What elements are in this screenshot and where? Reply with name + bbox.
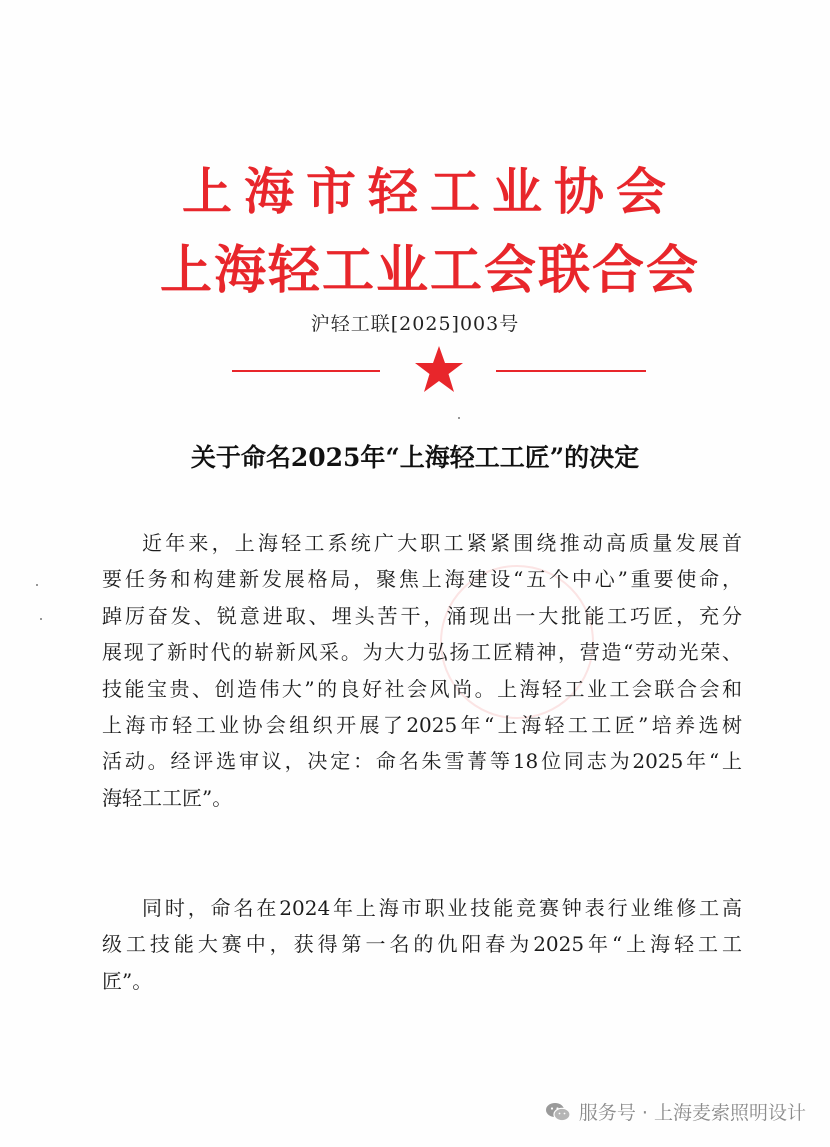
issuer-name-2: 上海轻工业工会联合会 xyxy=(160,240,701,301)
paragraph-line: 同时，命名在2024年上海市职业技能竞赛钟表行业维修工高 xyxy=(142,896,742,920)
document-title: 关于命名2025年“上海轻工工匠”的决定 xyxy=(190,443,640,472)
paragraph-line: 展现了新时代的崭新风采。为大力弘扬工匠精神，营造“劳动光荣、 xyxy=(102,640,742,665)
scan-speck xyxy=(458,417,460,419)
paragraph-line: 近年来，上海轻工系统广大职工紧紧围绕推动高质量发展首 xyxy=(142,531,742,555)
red-rule-right xyxy=(496,370,646,372)
scan-speck xyxy=(36,584,38,586)
paragraph-line: 踔厉奋发、锐意进取、埋头苦干，涌现出一大批能工巧匠，充分 xyxy=(102,603,742,628)
paragraph-2 xyxy=(102,890,742,999)
wechat-icon xyxy=(545,1102,571,1122)
footer-watermark xyxy=(545,1098,806,1125)
paragraph-line: 海轻工工匠”。 xyxy=(102,785,233,810)
paragraph-line: 上海市轻工业协会组织开展了2025年“上海轻工工匠”培养选树 xyxy=(102,713,742,738)
paragraph-line: 要任务和构建新发展格局，聚焦上海建设“五个中心”重要使命， xyxy=(102,567,742,592)
paragraph-line: 技能宝贵、创造伟大”的良好社会风尚。上海轻工业工会联合会和 xyxy=(102,676,742,701)
red-star-icon xyxy=(414,344,464,394)
red-rule-left xyxy=(232,370,380,372)
document-number: 沪轻工联[2025]003号 xyxy=(310,313,520,335)
paragraph-line: 活动。经评选审议，决定：命名朱雪菁等18位同志为2025年“上 xyxy=(102,749,742,774)
footer-text: 服务号 · 上海麦索照明设计 xyxy=(578,1102,806,1124)
paragraph-1 xyxy=(102,525,742,816)
paragraph-line: 级工技能大赛中，获得第一名的仇阳春为2025年“上海轻工工 xyxy=(102,932,742,957)
scan-speck xyxy=(40,618,42,620)
paragraph-line: 匠”。 xyxy=(102,968,153,993)
issuer-name-1: 上海市轻工业协会 xyxy=(182,162,678,221)
